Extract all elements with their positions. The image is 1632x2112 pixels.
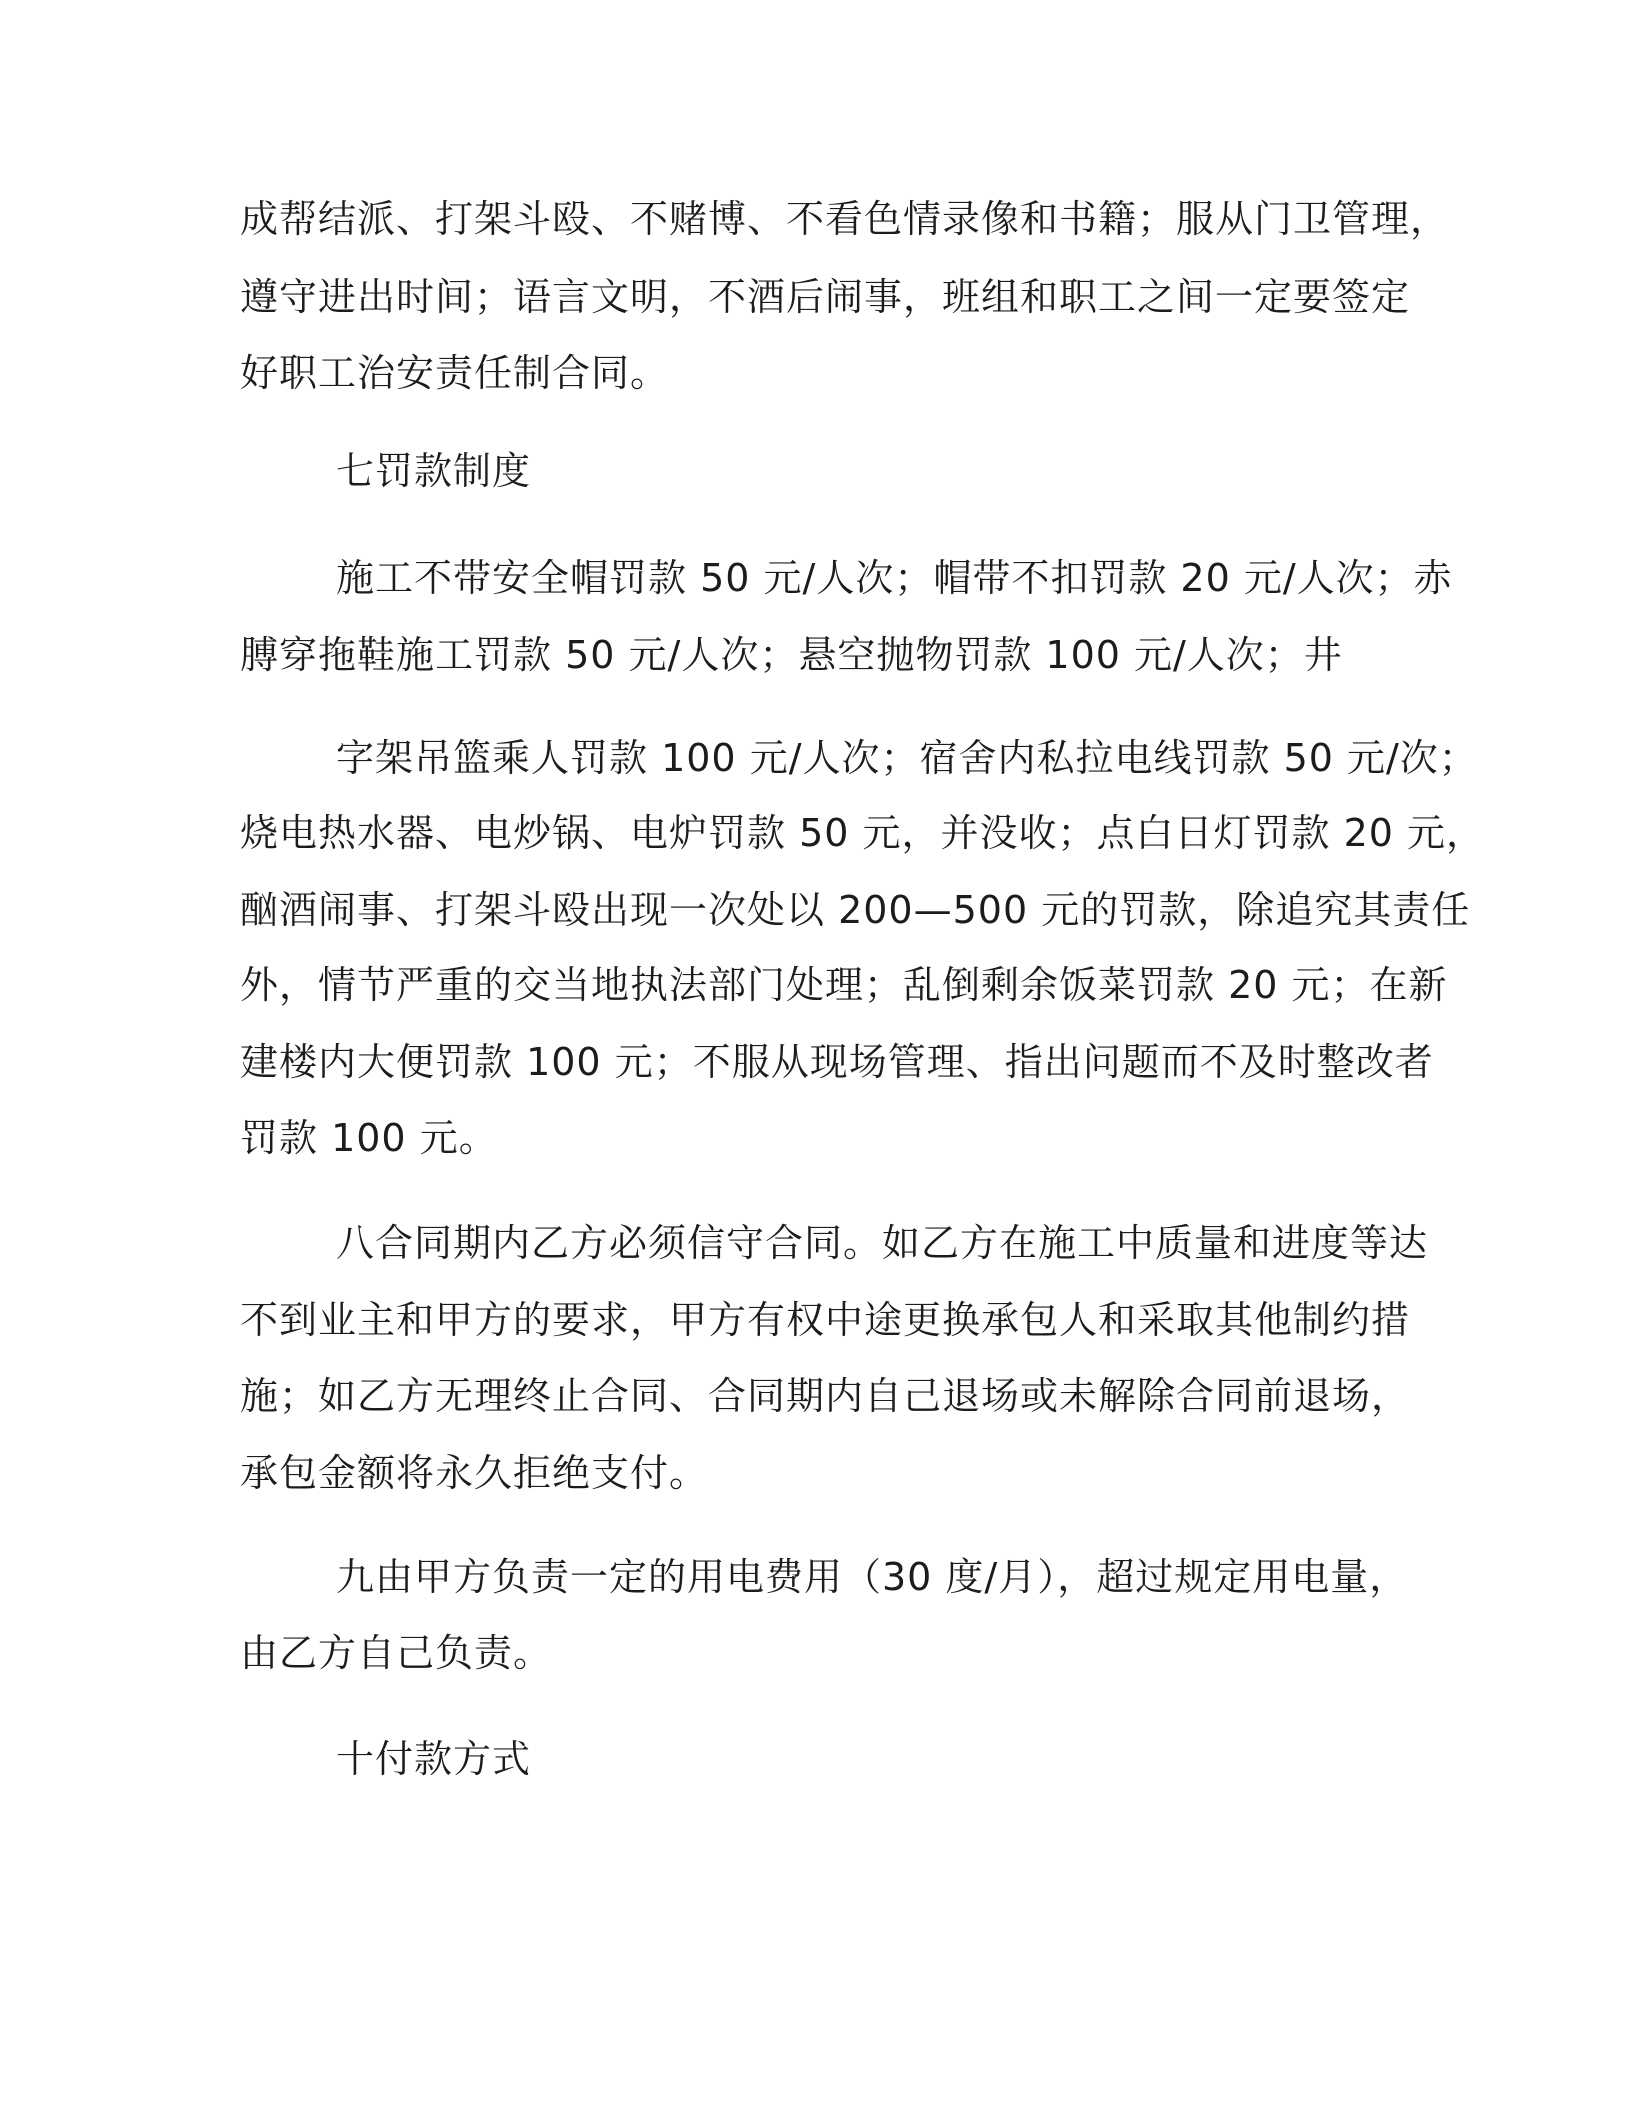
section-heading-penalties: 七罚款制度	[336, 449, 532, 493]
section-heading-payment: 十付款方式	[336, 1737, 532, 1781]
text-line-6: 膊穿拖鞋施工罚款 50 元/人次；悬空抛物罚款 100 元/人次；井	[240, 633, 1343, 677]
text-line-18: 由乙方自己负责。	[240, 1631, 553, 1675]
text-line-13: 八合同期内乙方必须信守合同。如乙方在施工中质量和进度等达	[336, 1221, 1429, 1265]
text-line-7: 字架吊篮乘人罚款 100 元/人次；宿舍内私拉电线罚款 50 元/次；	[336, 736, 1478, 780]
text-line-11: 建楼内大便罚款 100 元；不服从现场管理、指出问题而不及时整改者	[240, 1040, 1434, 1084]
text-line-1: 成帮结派、打架斗殴、不赌博、不看色情录像和书籍；服从门卫管理，	[240, 197, 1450, 241]
text-line-10: 外，情节严重的交当地执法部门处理；乱倒剩余饭菜罚款 20 元；在新	[240, 963, 1448, 1007]
text-line-3: 好职工治安责任制合同。	[240, 351, 670, 395]
text-line-16: 承包金额将永久拒绝支付。	[240, 1451, 709, 1495]
text-line-2: 遵守进出时间；语言文明，不酒后闹事，班组和职工之间一定要签定	[240, 275, 1411, 319]
text-line-17: 九由甲方负责一定的用电费用（30 度/月），超过规定用电量，	[336, 1555, 1409, 1599]
text-line-12: 罚款 100 元。	[240, 1116, 498, 1160]
text-line-14: 不到业主和甲方的要求，甲方有权中途更换承包人和采取其他制约措	[240, 1298, 1411, 1342]
text-line-8: 烧电热水器、电炒锅、电炉罚款 50 元，并没收；点白日灯罚款 20 元，	[240, 811, 1486, 855]
text-line-9: 酗酒闹事、打架斗殴出现一次处以 200—500 元的罚款，除追究其责任	[240, 888, 1471, 932]
text-line-15: 施；如乙方无理终止合同、合同期内自己退场或未解除合同前退场，	[240, 1374, 1411, 1418]
text-line-5: 施工不带安全帽罚款 50 元/人次；帽带不扣罚款 20 元/人次；赤	[336, 556, 1453, 600]
